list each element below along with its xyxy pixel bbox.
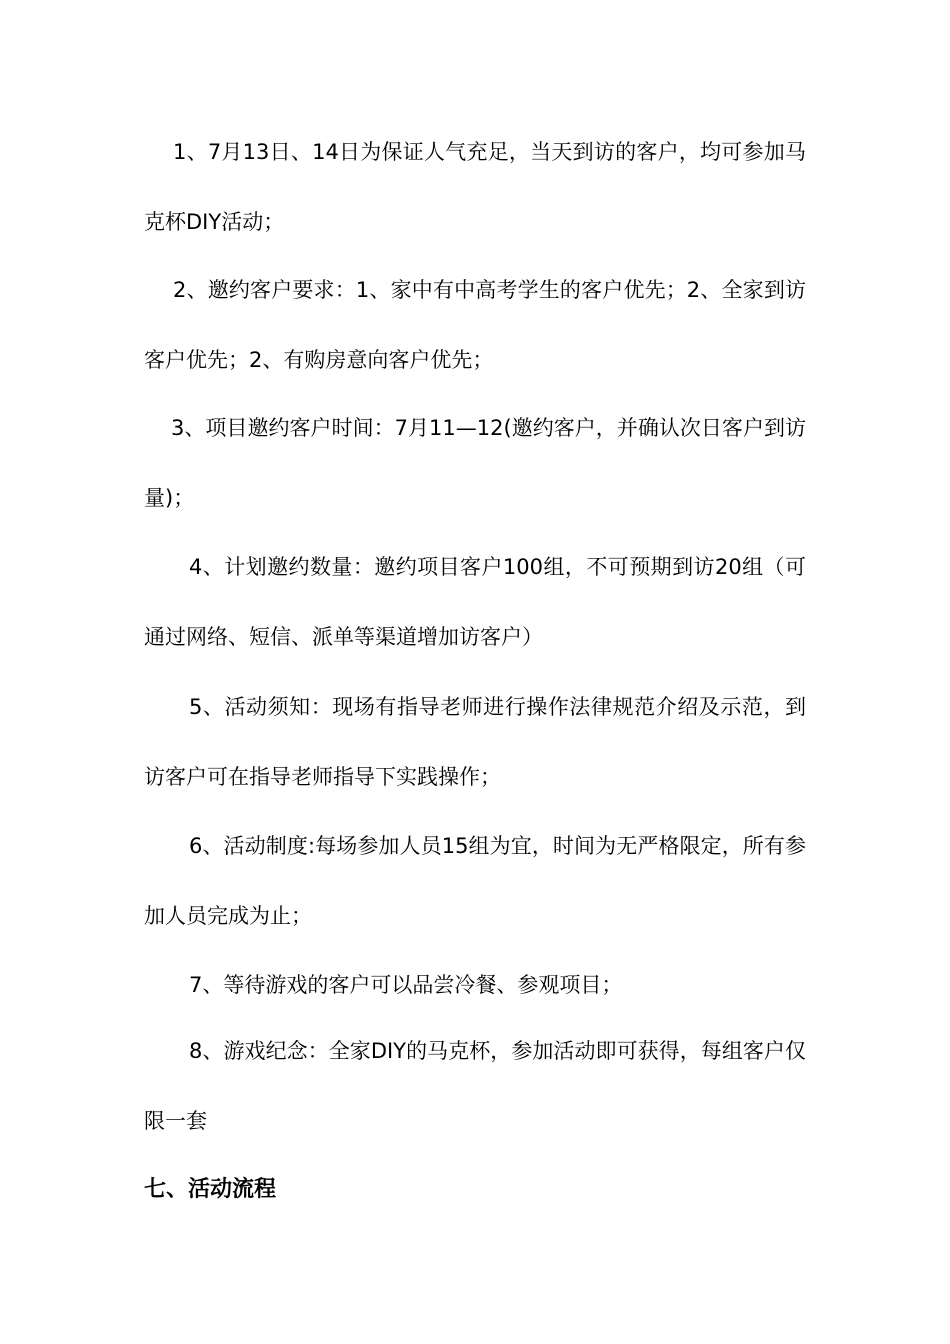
paragraph-5: 5、活动须知：现场有指导老师进行操作法律规范介绍及示范，到访客户可在指导老师指导下实践操作； xyxy=(144,695,806,789)
paragraph-6: 6、活动制度:每场参加人员15组为宜，时间为无严格限定，所有参加人员完成为止； xyxy=(144,834,806,928)
paragraph-8: 8、游戏纪念：全家DIY的马克杯，参加活动即可获得，每组客户仅限一套 xyxy=(144,1039,806,1133)
paragraph-1: 1、7月13日、14日为保证人气充足，当天到访的客户，均可参加马克杯DIY活动； xyxy=(144,140,806,234)
paragraph-2: 2、邀约客户要求：1、家中有中高考学生的客户优先；2、全家到访客户优先；2、有购房意向客户优先； xyxy=(144,278,806,372)
section-heading: 七、活动流程 xyxy=(144,1177,277,1202)
paragraph-7: 7、等待游戏的客户可以品尝冷餐、参观项目； xyxy=(189,973,623,997)
paragraph-3: 3、项目邀约客户时间：7月11—12(邀约客户，并确认次日客户到访量)； xyxy=(144,416,806,510)
paragraph-4: 4、计划邀约数量：邀约项目客户100组，不可预期到访20组（可通过网络、短信、派单等渠道增加访客户） xyxy=(144,555,806,649)
